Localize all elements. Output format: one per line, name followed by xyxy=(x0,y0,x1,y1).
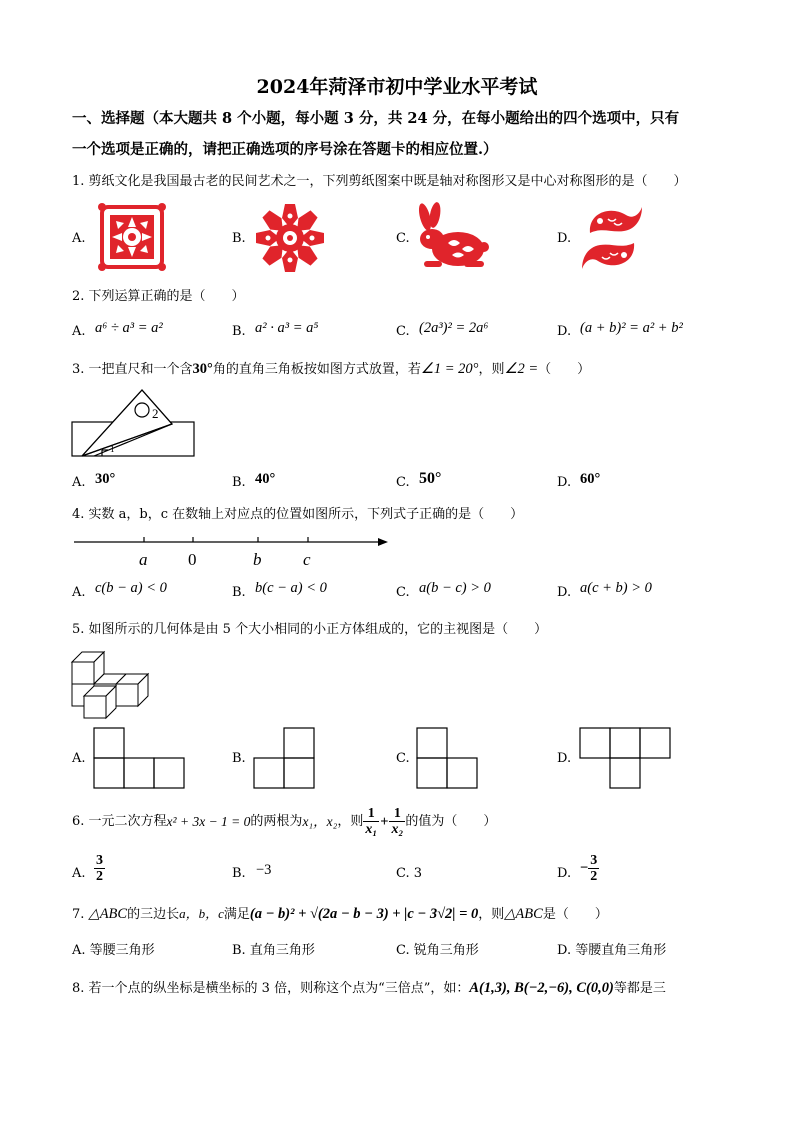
condition-expression: (a − b)² + √(2a − b − 3) + |c − 3√2| = 0 xyxy=(249,906,479,922)
q4-option-c-label[interactable]: C. xyxy=(396,585,410,600)
fig-label-2: 2 xyxy=(152,406,159,421)
equation: x² + 3x − 1 = 0 xyxy=(166,813,251,829)
q3-option-a[interactable]: 30° xyxy=(95,471,116,487)
q2-option-b[interactable]: a² · a³ = a⁵ xyxy=(255,320,319,336)
axis-label-b: b xyxy=(253,550,262,569)
q2-option-c-label[interactable]: C. xyxy=(396,324,410,339)
q6-option-d-label[interactable]: D. xyxy=(557,866,572,881)
q5-option-b-view[interactable] xyxy=(253,727,315,789)
q4-option-a[interactable]: c(b − a) < 0 xyxy=(95,580,167,596)
number-line-figure xyxy=(72,530,392,570)
page-title: 2024年菏泽市初中学业水平考试 xyxy=(256,76,538,98)
section-header-line1: 一、选择题（本大题共 8 个小题，每小题 3 分，共 24 分，在每小题给出的四个选项中，只有 xyxy=(72,110,680,127)
axis-label-0: 0 xyxy=(188,550,197,569)
triangle-abc: △ABC xyxy=(88,906,128,922)
question-1-text: 1. 剪纸文化是我国最古老的民间艺术之一，下列剪纸图案中既是轴对称图形又是中心对称图形的是（ ） xyxy=(72,174,687,189)
question-5-text: 5. 如图所示的几何体是由 5 个大小相同的小正方体组成的，它的主视图是（ ） xyxy=(72,622,548,637)
q4-option-b[interactable]: b(c − a) < 0 xyxy=(255,580,327,596)
axis-label-c: c xyxy=(303,550,311,569)
q5-option-a-view[interactable] xyxy=(93,727,185,789)
question-7-text: 7. △ABC的三边长a，b，c满足(a − b)² + √(2a − b − 3) + |c − 3√2| = 0，则△ABC是（ ） xyxy=(72,906,608,922)
q6-option-b[interactable]: −3 xyxy=(256,862,272,878)
q2-option-a-label[interactable]: A. xyxy=(72,324,86,339)
question-6-text: 6. 一元二次方程 x² + 3x − 1 = 0 的两根为 x₁，x₂ ，则 $\frac{1}{\text{x₁}}$ + $\frac{1}{\text{x₂}}$ 的值为（ ） xyxy=(72,806,497,837)
q4-option-b-label[interactable]: B. xyxy=(232,585,246,600)
q5-option-d-view[interactable] xyxy=(579,727,671,789)
question-2-text: 2. 下列运算正确的是（ ） xyxy=(72,289,245,304)
q1-option-d-label[interactable]: D. xyxy=(557,231,572,246)
fraction-1-over-x1: $\frac{1}{\text{x₁}}$ xyxy=(365,806,378,837)
q1-option-c-label[interactable]: C. xyxy=(396,231,410,246)
q2-option-b-label[interactable]: B. xyxy=(232,324,246,339)
question-4-text: 4. 实数 a，b，c 在数轴上对应点的位置如图所示，下列式子正确的是（ ） xyxy=(72,507,524,522)
fraction-1-over-x2: $\frac{1}{\text{x₂}}$ xyxy=(391,806,404,837)
q7-option-b[interactable]: B. 直角三角形 xyxy=(232,943,315,958)
q5-option-a-label[interactable]: A. xyxy=(72,751,86,766)
q2-option-d-label[interactable]: D. xyxy=(557,324,572,339)
q3-option-c-label[interactable]: C. xyxy=(396,475,410,490)
roots: x₁，x₂ xyxy=(302,813,338,829)
q3-option-d-label[interactable]: D. xyxy=(557,475,572,490)
q5-option-c-label[interactable]: C. xyxy=(396,751,410,766)
q5-option-b-label[interactable]: B. xyxy=(232,751,246,766)
q3-option-b-label[interactable]: B. xyxy=(232,475,246,490)
papercut-square-pattern-image xyxy=(100,205,164,269)
q2-option-a[interactable]: a⁶ ÷ a³ = a² xyxy=(95,320,163,336)
q6-option-c[interactable]: C. 3 xyxy=(396,866,423,881)
q1-option-a-label[interactable]: A. xyxy=(72,231,86,246)
question-8-text: 8. 若一个点的纵坐标是横坐标的 3 倍，则称这个点为“三倍点”，如：A(1,3), B(−2,−6), C(0,0)等都是三 xyxy=(72,980,666,996)
q5-option-c-view[interactable] xyxy=(416,727,478,789)
q2-option-c[interactable]: (2a³)² = 2a⁶ xyxy=(419,320,489,336)
q4-option-d-label[interactable]: D. xyxy=(557,585,572,600)
q6-option-b-label[interactable]: B. xyxy=(232,866,246,881)
q5-option-d-label[interactable]: D. xyxy=(557,751,572,766)
q1-option-b-label[interactable]: B. xyxy=(232,231,246,246)
q4-option-a-label[interactable]: A. xyxy=(72,585,86,600)
q2-option-d[interactable]: (a + b)² = a² + b² xyxy=(580,320,683,336)
given-angle-1: ∠1 = 20° xyxy=(420,361,479,377)
ask-angle-2: ∠2 = xyxy=(504,361,539,377)
fig-label-1: 1 xyxy=(110,444,115,454)
papercut-rabbit-image xyxy=(414,203,490,271)
q4-option-c[interactable]: a(b − c) > 0 xyxy=(419,580,491,596)
q3-option-c[interactable]: 50° xyxy=(419,470,442,487)
section-header-line2: 一个选项是正确的，请把正确选项的序号涂在答题卡的相应位置.） xyxy=(72,141,498,158)
q4-option-d[interactable]: a(c + b) > 0 xyxy=(580,580,652,596)
ruler-triangle-figure xyxy=(72,388,196,458)
q7-option-a[interactable]: A. 等腰三角形 xyxy=(72,943,155,958)
q6-option-a[interactable]: $\frac{3}{2}$ xyxy=(96,853,103,884)
q3-option-a-label[interactable]: A. xyxy=(72,475,86,490)
triple-points: A(1,3), B(−2,−6), C(0,0) xyxy=(469,980,614,996)
q3-option-d[interactable]: 60° xyxy=(580,471,601,487)
q7-option-d[interactable]: D. 等腰直角三角形 xyxy=(557,943,667,958)
papercut-fish-image xyxy=(580,203,644,273)
cube-solid-figure xyxy=(70,650,160,720)
axis-label-a: a xyxy=(139,550,148,569)
q7-option-c[interactable]: C. 锐角三角形 xyxy=(396,943,479,958)
q6-option-a-label[interactable]: A. xyxy=(72,866,86,881)
papercut-snowflake-image xyxy=(255,203,325,273)
angle-30: 30° xyxy=(192,361,213,377)
q3-option-b[interactable]: 40° xyxy=(255,471,276,487)
question-3-text: 3. 一把直尺和一个含30°角的直角三角板按如图方式放置，若∠1 = 20°，则∠2 =（ ） xyxy=(72,361,591,377)
q6-option-d[interactable]: − $\frac{3}{2}$ xyxy=(580,853,598,884)
